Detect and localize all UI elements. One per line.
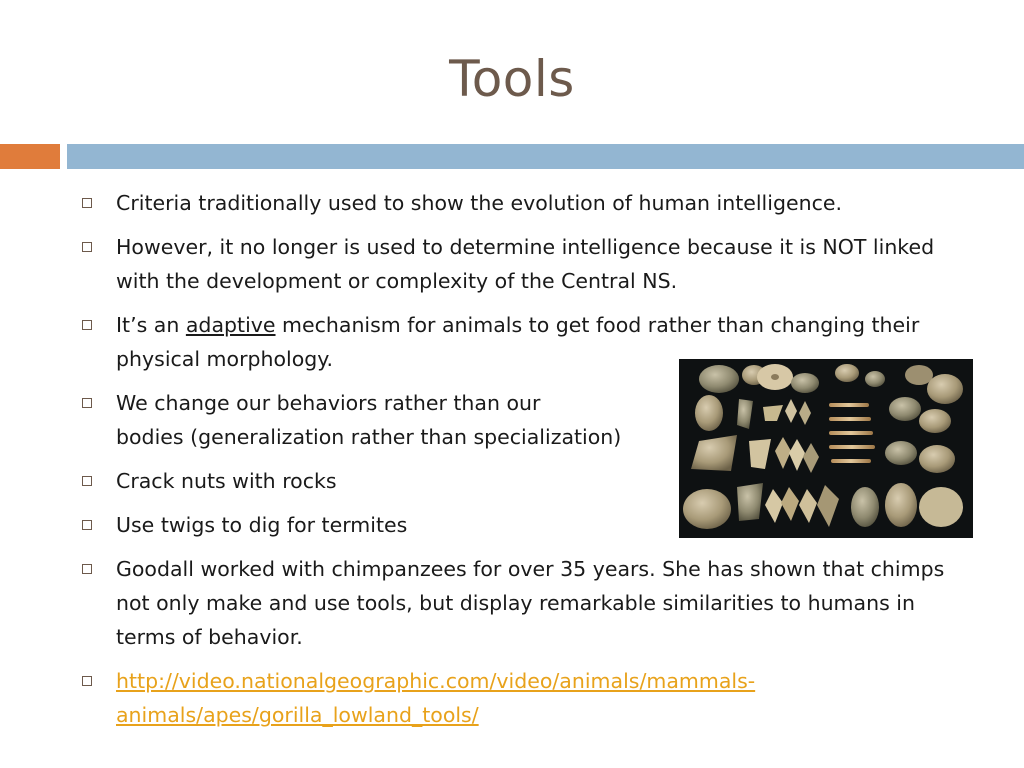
bullet-text: Goodall worked with chimpanzees for over 35 years. She has shown that chimps not only make and use tools, but display remarkable similarities to humans in terms of behavior. — [116, 557, 945, 649]
bullet-marker-icon — [82, 320, 92, 330]
video-link[interactable]: http://video.nationalgeographic.com/video/animals/mammals-animals/apes/gorilla_lowland_tools/ — [116, 669, 756, 727]
stone-tools-illustration — [679, 359, 973, 538]
accent-bar-blue — [67, 144, 1024, 169]
bullet-marker-icon — [82, 476, 92, 486]
bullet-marker-icon — [82, 676, 92, 686]
bullet-item — [80, 186, 960, 220]
bullet-text: Criteria traditionally used to show the evolution of human intelligence. — [116, 191, 842, 215]
accent-bar-orange — [0, 144, 60, 169]
bullet-text: Crack nuts with rocks — [116, 469, 337, 493]
bullet-marker-icon — [82, 564, 92, 574]
bullet-marker-icon — [82, 242, 92, 252]
bullet-text-underlined: adaptive — [185, 313, 276, 337]
bullet-text-pre: It’s an — [116, 313, 186, 337]
bullet-text-post: mechanism for animals to get food rather than changing their physical morphology. — [116, 313, 920, 371]
bullet-marker-icon — [82, 398, 92, 408]
bullet-marker-icon — [82, 520, 92, 530]
bullet-text: However, it no longer is used to determine intelligence because it is NOT linked with the development or complexity of the Central NS. — [116, 235, 935, 293]
bullet-item — [80, 230, 960, 298]
bullet-text: Use twigs to dig for termites — [116, 513, 408, 537]
bullet-text-line1: We change our behaviors rather than our — [116, 391, 541, 415]
bullet-marker-icon — [82, 198, 92, 208]
bullet-item — [80, 664, 960, 732]
slide-title: Tools — [449, 50, 575, 108]
bullet-item — [80, 552, 960, 654]
bullet-text-line2: bodies (generalization rather than specialization) — [116, 425, 622, 449]
stone-tools-photo — [679, 359, 973, 538]
